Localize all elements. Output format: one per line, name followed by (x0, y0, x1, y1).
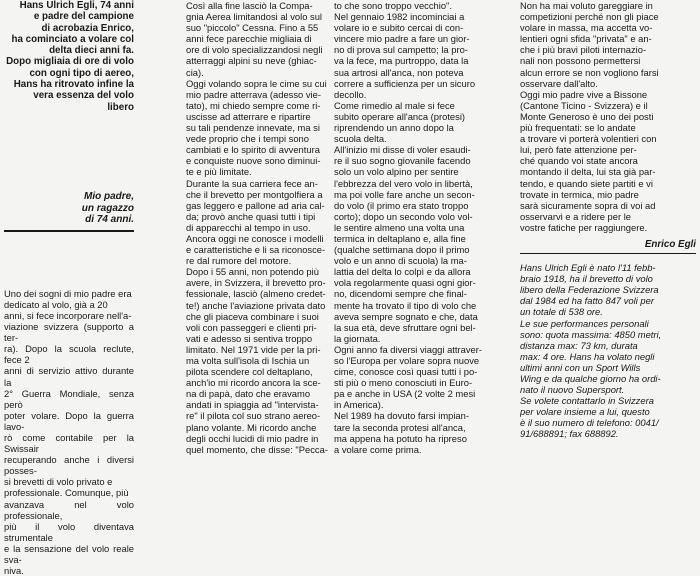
text-line: suo "piccolo" Cessna. Fino a 55 (186, 22, 319, 34)
text-line: sua artrosi all'anca, non poteva (334, 66, 464, 78)
text-line: Dopo i 55 anni, non potendo più (186, 266, 319, 278)
caption-line: di 74 anni. (85, 214, 134, 226)
text-line: decollo. (334, 88, 367, 100)
text-line: sti più o meno conosciuti in Euro- (334, 377, 473, 389)
text-line: gnia Aerea limitandosi al volo sul (186, 11, 323, 23)
text-line: corto); dopo un secondo volo vol- (334, 210, 473, 222)
text-line: sarà sicuramente sopra di voi ad (520, 199, 656, 211)
text-line: avere, in Svizzera, il brevetto pro- (186, 277, 326, 289)
bio-line: un totale di 538 ore. (520, 306, 603, 318)
text-line: correre a sufficienza per un sicuro (334, 77, 476, 89)
signature-block (520, 239, 696, 254)
text-line: niva. (4, 565, 24, 576)
text-line: gas leggero e pallone ad aria cal- (186, 199, 325, 211)
column-4-text (520, 0, 696, 233)
text-line: alcun errore se non vogliono farsi (520, 66, 659, 78)
text-line: Uno dei sogni di mio padre era (4, 287, 132, 299)
text-line: recuperando anche i diversi posses- (4, 454, 134, 477)
bio-line: è il suo numero di telefono: 0041/ (520, 417, 659, 429)
text-line: vati e adesso si sentiva troppo (186, 332, 313, 344)
bio-line: Hans Ulrich Egli è nato l'11 febb- (520, 262, 656, 274)
bio-line: sono: quota massima: 4850 metri, (520, 328, 662, 340)
text-line: Ancora oggi ne conosce i modelli (186, 232, 324, 244)
text-line: te e più limitate. (186, 166, 252, 178)
bio-line: max: 4 ore. Hans ha volato negli (520, 350, 655, 362)
text-line: lui, però fate attenzione per- (520, 144, 637, 156)
text-line: no di prova sul campetto; la pro- (334, 44, 468, 56)
intro-line: Hans Ulrich Egli, 74 anni (19, 0, 134, 11)
text-line: Monte Generoso è uno dei posti (520, 110, 654, 122)
text-line: viazione svizzera (supporto a ter- (4, 321, 134, 344)
text-line: Nel gennaio 1982 incominciai a (334, 11, 465, 23)
bio-line: Se volete contattarlo in Svizzera (520, 395, 654, 407)
column-4 (520, 0, 696, 440)
text-line: vede proprio che i tempi sono (186, 133, 309, 145)
text-line: 2° Guerra Mondiale, senza però (4, 387, 134, 410)
text-line: osservarvi e a ridere per le (520, 210, 631, 222)
text-line: ra). Dopo la scuola reclute, fece 2 (4, 343, 134, 366)
text-line: le sentire almeno una volta una (334, 221, 465, 233)
intro-line: e padre del campione (33, 11, 134, 23)
text-line: no, dicendomi sempre che final- (334, 288, 467, 300)
text-line: cambiati e lo spirito di avventura (186, 144, 320, 156)
text-line: ma volta sull'isola di Ischia un (186, 355, 310, 366)
text-line: re dal rumore del motore. (186, 255, 292, 267)
text-line: solo un volo alpino per sentire (334, 166, 459, 178)
text-line: voli con passeggeri e clienti pri- (186, 321, 317, 333)
text-line: do volo (il primo era stato troppo (334, 199, 469, 211)
text-line: ore di volo specializzandosi negli (186, 44, 323, 56)
text-line: Non ha mai voluto gareggiare in (520, 0, 653, 11)
text-line: e caratteristiche e li sa riconosce- (186, 244, 326, 256)
text-line: Ogni anno fa diversi viaggi attraver- (334, 343, 482, 355)
text-line: da; provò anche quasi tutti i tipi (186, 210, 316, 222)
bio-line: nato il nuovo Supersport. (520, 384, 625, 396)
text-line: plano volante. Mi ricordo anche (186, 421, 317, 433)
text-line: montando il delta, lui sta già par- (520, 166, 656, 178)
text-line: riprendendo un anno dopo la (334, 122, 454, 134)
text-line: fessionale, lasciò (almeno credet- (186, 288, 326, 300)
text-line: la sua età, deve sfruttare ogni bel- (334, 321, 476, 333)
text-line: e la sensazione del volo reale sva- (4, 542, 134, 565)
text-line: a volare come prima. (334, 443, 422, 455)
text-line: pa e anche in USA (2 volte 2 mesi (334, 388, 476, 400)
text-line: vostre fatiche per raggiungere. (520, 221, 648, 233)
text-line: va la fece, ma purtroppo, data la (334, 55, 469, 67)
text-line: termica in deltaplano e, alla fine (334, 232, 466, 244)
column-3-text (334, 0, 514, 455)
text-line: (Cantone Ticino - Svizzera) e il (520, 99, 648, 111)
text-line: volare in massa, ma accetta vo- (520, 22, 653, 34)
article-intro (4, 0, 134, 113)
text-line: quel momento, che disse: "Pecca- (186, 443, 328, 455)
text-line: professionale. Comunque, più (4, 487, 129, 499)
text-line: rò come contabile per la Swissair (4, 431, 134, 455)
text-line: che gli piaceva combinare i suoi (186, 310, 319, 322)
intro-line: Dopo migliaia di ore di volo (6, 56, 134, 68)
text-line: Durante la sua carriera fece an- (186, 177, 318, 189)
text-line: l'ebbrezza del vero volo in libertà, (334, 177, 473, 189)
text-line: volo e un anno di scuola) la ma- (334, 255, 467, 267)
text-line: ma appena ha potuto ha ripreso (334, 432, 467, 444)
text-line: trovate in termica, mio padre (520, 188, 639, 200)
bio-line: ultimi anni con un Sport Wills (520, 361, 641, 373)
text-line: più frequentati: se lo andate (520, 122, 636, 134)
text-line: scuola delta. (334, 133, 387, 145)
text-line: Nel 1989 ha dovuto farsi impian- (334, 410, 469, 422)
text-line: mente ha trovato il tipo di volo che (334, 299, 477, 311)
text-line: su tali pendenze innevate, ma si (186, 122, 320, 134)
intro-line: di acrobazia Enrico, (41, 22, 134, 34)
text-line: dedicato al volo, già a 20 (4, 298, 108, 310)
text-line: na di papà, dato che eravamo (186, 388, 311, 400)
text-line: nali non possono permettersi (520, 55, 641, 67)
text-line: anni di servizio attivo durante la (4, 365, 134, 388)
text-line: to che sono troppo vecchio". (334, 0, 452, 11)
bio-line: dal 1984 ed ha fatto 847 voli per (520, 295, 654, 307)
text-line: andati in spiaggia ad "intervista- (186, 399, 319, 411)
bio-box (520, 262, 696, 440)
text-line: tato), mi chiedo sempre come ri- (186, 99, 321, 111)
bio-line: libero della Federazione Svizzera (520, 284, 659, 296)
text-line: tendo, e quando siete partiti e vi (520, 177, 653, 189)
intro-line: delta dieci anni fa. (49, 45, 134, 57)
bio-line: braio 1918, ha il brevetto di volo (520, 273, 653, 285)
bio-line: Le sue performances personali (520, 317, 649, 329)
text-line: osservare dall'alto. (520, 77, 598, 89)
text-line: che il brevetto per montgolfiera a (186, 188, 323, 200)
text-line: lentieri ogni sfida "privata" e an- (520, 33, 652, 45)
text-line: Così alla fine lasciò la Compa- (186, 0, 313, 11)
caption-line: Mio padre, (83, 190, 134, 202)
text-line: che i più bravi piloti internazio- (520, 44, 647, 56)
author-signature: Enrico Egli (520, 239, 696, 254)
text-line: anni fece parecchie migliaia di (186, 33, 312, 45)
intro-line: Hans ha ritrovato infine la (13, 79, 134, 91)
bio-line: per volare insieme a lui, questo (520, 406, 650, 418)
text-line: la giornata. (334, 332, 381, 344)
text-line: degli occhi lucidi di mio padre in (186, 432, 319, 444)
bio-line: 91/688891; fax 688892. (520, 428, 619, 440)
text-line: re il suo sogno giovanile facendo (334, 155, 471, 167)
text-line: subito operare all'anca (protesi) (334, 110, 466, 122)
text-line: in America). (334, 399, 384, 411)
column-1-text (4, 288, 134, 576)
column-1 (4, 0, 134, 576)
text-line: competizioni perché non gli piace (520, 11, 659, 23)
text-line: anni, si fece incorporare nell'a- (4, 309, 132, 321)
text-line: poter volare. Dopo la guerra lavo- (4, 409, 134, 432)
text-line: (qualche settimana dopo il primo (334, 244, 470, 256)
text-line: di apparecchi al tempo in uso. (186, 221, 311, 233)
text-line: Come rimedio al male si fece (334, 99, 455, 111)
bio-line: distanza max: 73 km, durata (520, 339, 638, 351)
text-line: a trovare vi porterà volentieri con (520, 133, 657, 145)
text-line: aveva sempre sognato e che, data (334, 310, 478, 322)
text-line: e conquiste nuove sono diminui- (186, 155, 321, 167)
intro-line: ha cominciato a volare col (11, 33, 134, 45)
text-line: re" il pilota col suo strano aereo- (186, 410, 321, 422)
text-line: vola regolarmente quasi ogni gior- (334, 277, 476, 289)
text-line: si brevetti di volo privato e (4, 476, 113, 488)
text-line: te!) anche l'aviazione privata dato (186, 299, 326, 311)
text-line: ché quando voi state ancora (520, 155, 638, 167)
text-line: limitato. Nel 1971 vide per la pri- (186, 343, 321, 355)
text-line: più il volo diventava strumentale (4, 520, 134, 543)
text-line: avanzava nel volo professionale, (4, 498, 134, 521)
caption-line: un ragazzo (81, 202, 134, 214)
text-line: volare io e subito cercai di con- (334, 22, 464, 34)
text-line: pilota scendere col deltaplano, (186, 366, 313, 378)
bio-line: Wing e da qualche giorno ha ordi- (520, 373, 661, 384)
text-line: atterraggi alpini su neve (ghiac- (186, 55, 317, 67)
text-line: mio padre atterrava (adesso vie- (186, 88, 321, 100)
intro-line: con ogni tipo di aereo, (29, 67, 134, 79)
text-line: lattia del delta lo colpì e da allora (334, 266, 471, 278)
text-line: Oggi mio padre vive a Bissone (520, 88, 648, 100)
text-line: anch'io mi ricordo ancora la sce- (186, 377, 321, 389)
photo-caption (4, 191, 134, 232)
text-line: cia). (186, 66, 204, 78)
intro-line: vera essenza del volo libero (33, 90, 134, 113)
text-line: so l'Europa per volare sopra nuove (334, 355, 480, 366)
text-line: Oggi volando sopra le cime su cui (186, 77, 327, 89)
text-line: cime, conosce così quasi tutti i po- (334, 366, 478, 378)
text-line: ma poi volle fare anche un secon- (334, 188, 475, 200)
text-line: All'inizio mi disse di voler esaudi- (334, 144, 471, 156)
column-2-text (186, 0, 328, 455)
text-line: vincere mio padre a fare un gior- (334, 33, 470, 45)
text-line: uscisse ad atterrare e ripartire (186, 110, 311, 122)
text-line: tare la seconda protesi all'anca, (334, 421, 466, 433)
